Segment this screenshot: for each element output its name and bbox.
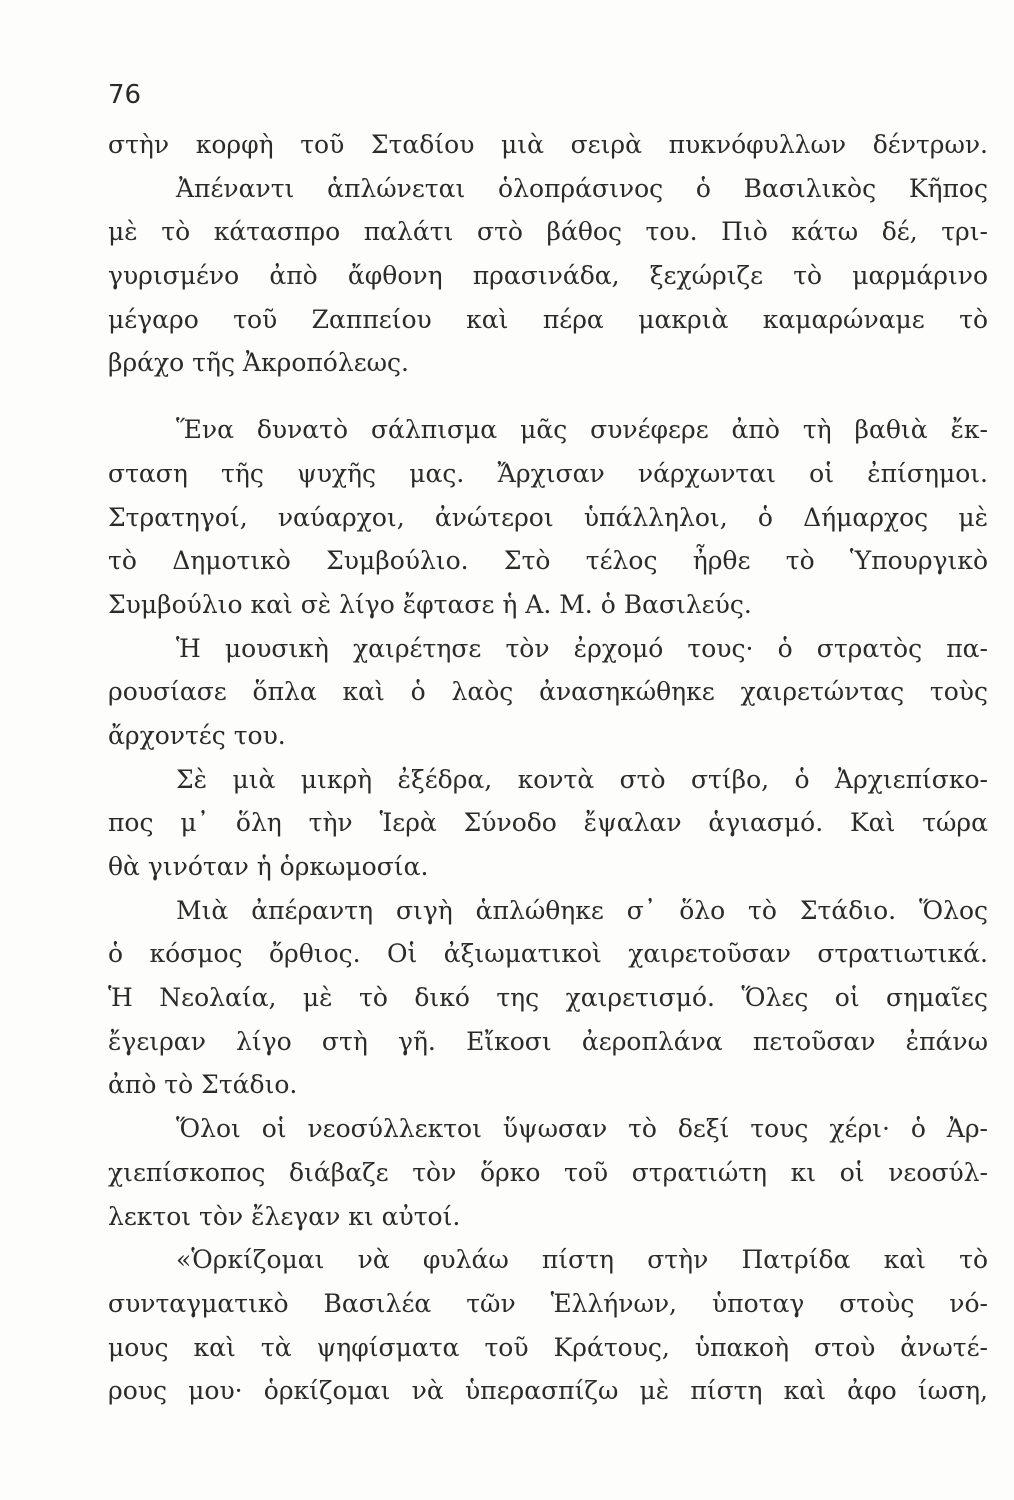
text-line: γυρισμένο ἀπὸ ἄφθονη πρασινάδα, ξεχώριζε τὸ μαρμάρινο <box>108 261 988 291</box>
text-line: λεκτοι τὸν ἔλεγαν κι αὐτοί. <box>108 1201 461 1231</box>
text-line: μὲ τὸ κάτασπρο παλάτι στὸ βάθος του. Πιὸ κάτω δέ, τρι- <box>108 217 988 247</box>
text-line: Συμβούλιο καὶ σὲ λίγο ἔφτασε ἡ Α. Μ. ὁ Βασιλεύς. <box>108 589 752 619</box>
text-line: ρουσίασε ὅπλα καὶ ὁ λαὸς ἀνασηκώθηκε χαιρετώντας τοὺς <box>108 677 988 707</box>
text-line: Ἀπέναντι ἁπλώνεται ὁλοπράσινος ὁ Βασιλικὸς Κῆπος <box>176 173 988 203</box>
text-line: Ἕνα δυνατὸ σάλπισμα μᾶς συνέφερε ἀπὸ τὴ βαθιὰ ἔκ- <box>176 415 988 445</box>
text-line: Σὲ μιὰ μικρὴ ἐξέδρα, κοντὰ στὸ στίβο, ὁ Ἀρχιεπίσκο- <box>176 764 988 794</box>
text-line: μους καὶ τὰ ψηφίσματα τοῦ Κράτους, ὑπακοὴ στοὺ ἀνωτέ- <box>108 1332 988 1362</box>
text-line: τὸ Δημοτικὸ Συμβούλιο. Στὸ τέλος ἦρθε τὸ Ὑπουργικὸ <box>108 546 988 576</box>
text-line: συνταγματικὸ Βασιλέα τῶν Ἑλλήνων, ὑποταγ στοὺς νό- <box>108 1288 988 1318</box>
text-line: μέγαρο τοῦ Ζαππείου καὶ πέρα μακριὰ καμαρώναμε τὸ <box>108 304 988 334</box>
text-line: Στρατηγοί, ναύαρχοι, ἀνώτεροι ὑπάλληλοι, ὁ Δήμαρχος μὲ <box>108 502 988 532</box>
text-line: «Ὁρκίζομαι νὰ φυλάω πίστη στὴν Πατρίδα καὶ τὸ <box>176 1245 988 1275</box>
text-line: ρους μου· ὁρκίζομαι νὰ ὑπερασπίζω μὲ πίστη καὶ ἀφο ίωση, <box>108 1376 988 1406</box>
text-line: στὴν κορφὴ τοῦ Σταδίου μιὰ σειρὰ πυκνόφυλλων δέντρων. <box>108 130 988 159</box>
text-line: ἄρχοντές του. <box>108 720 286 750</box>
paragraph-gap <box>108 385 988 408</box>
text-line: χιεπίσκοπος διάβαζε τὸν ὅρκο τοῦ στρατιώτη κι οἱ νεοσύλ- <box>108 1157 988 1187</box>
text-line: σταση τῆς ψυχῆς μας. Ἄρχισαν νάρχωνται οἱ ἐπίσημοι. <box>108 458 988 488</box>
text-line: θὰ γινόταν ἡ ὁρκωμοσία. <box>108 852 429 881</box>
text-line: βράχο τῆς Ἀκροπόλεως. <box>108 348 409 378</box>
body-text <box>108 123 988 1413</box>
text-line: Ὅλοι οἱ νεοσύλλεκτοι ὕψωσαν τὸ δεξί τους χέρι· ὁ Ἀρ- <box>176 1114 988 1144</box>
text-line: Ἡ Νεολαία, μὲ τὸ δικό της χαιρετισμό. Ὅλες οἱ σημαῖες <box>108 983 988 1013</box>
text-line: ἀπὸ τὸ Στάδιο. <box>108 1070 298 1100</box>
text-line: ὁ κόσμος ὄρθιος. Οἱ ἀξιωματικοὶ χαιρετοῦσαν στρατιωτικά. <box>108 939 988 969</box>
text-line: ἔγειραν λίγο στὴ γῆ. Εἴκοσι ἀεροπλάνα πετοῦσαν ἐπάνω <box>108 1026 988 1056</box>
text-line: Μιὰ ἀπέραντη σιγὴ ἁπλώθηκε σ᾽ ὅλο τὸ Στάδιο. Ὅλος <box>176 895 988 925</box>
text-line: πος μ᾽ ὅλη τὴν Ἱερὰ Σύνοδο ἔψαλαν ἁγιασμό. Καὶ τώρα <box>108 808 988 838</box>
page-number: 76 <box>108 80 142 110</box>
text-line: Ἡ μουσικὴ χαιρέτησε τὸν ἐρχομό τους· ὁ στρατὸς πα- <box>176 633 988 663</box>
